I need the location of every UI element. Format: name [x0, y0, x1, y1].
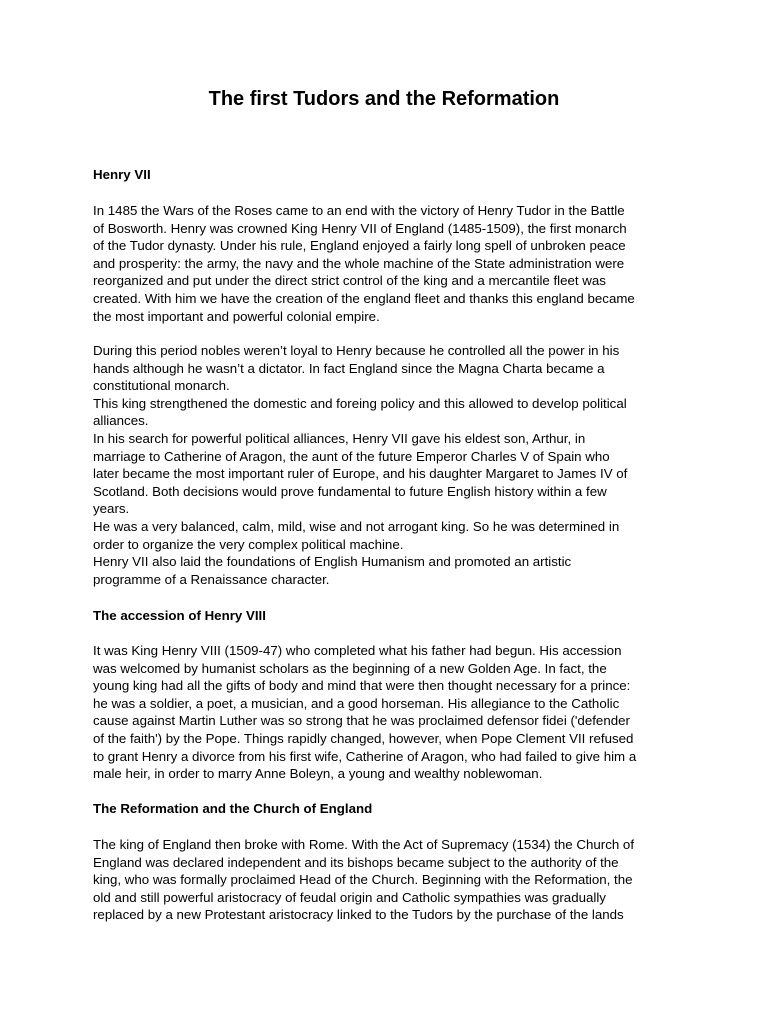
text-line: In his search for powerful political alliances, Henry VII gave his eldest son, Arthur, in — [93, 430, 586, 446]
text-line: of the faith') by the Pope. Things rapidly changed, however, when Pope Clement VII refused — [93, 730, 634, 746]
text-line: Henry VII also laid the foundations of English Humanism and promoted an artistic — [93, 554, 572, 570]
text-line: constitutional monarch. — [93, 378, 230, 394]
section-heading-accession-henry-viii: The accession of Henry VIII — [93, 608, 266, 623]
text-line: hands although he wasn’t a dictator. In fact England since the Magna Charta became a — [93, 360, 605, 376]
paragraph-henry-vii-intro — [93, 202, 677, 325]
text-line: He was a very balanced, calm, mild, wise and not arrogant king. So he was determined in — [93, 518, 620, 534]
text-line: of the Tudor dynasty. Under his rule, England enjoyed a fairly long spell of unbroken peace — [93, 238, 626, 254]
text-line: In 1485 the Wars of the Roses came to an end with the victory of Henry Tudor in the Battle — [93, 203, 625, 218]
text-line: England was declared independent and its bishops became subject to the authority of the — [93, 854, 619, 870]
text-line: later became the most important ruler of Europe, and his daughter Margaret to James IV of — [93, 466, 628, 482]
paragraph-accession-henry-viii — [93, 642, 677, 783]
text-line: male heir, in order to marry Anne Boleyn, a young and wealthy noblewoman. — [93, 766, 543, 782]
text-line: and prosperity: the army, the navy and the whole machine of the State administration were — [93, 255, 625, 271]
text-line: created. With him we have the creation of the england fleet and thanks this england became — [93, 290, 635, 306]
text-line: The king of England then broke with Rome. With the Act of Supremacy (1534) the Church of — [93, 837, 635, 852]
text-line: programme of a Renaissance character. — [93, 571, 330, 587]
text-line: young king had all the gifts of body and mind that were then thought necessary for a prince: — [93, 678, 631, 694]
text-line: It was King Henry VIII (1509-47) who completed what his father had begun. His accession — [93, 643, 622, 658]
text-line: replaced by a new Protestant aristocracy linked to the Tudors by the purchase of the lands — [93, 907, 624, 923]
paragraph-reformation — [93, 836, 677, 924]
text-line: of Bosworth. Henry was crowned King Henry VII of England (1485-1509), the first monarch — [93, 220, 627, 236]
text-line: reorganized and put under the direct strict control of the king and a mercantile fleet was — [93, 273, 606, 289]
text-line: cause against Martin Luther was so strong that he was proclaimed defensor fidei ('defender — [93, 713, 630, 729]
text-line: This king strengthened the domestic and foreing policy and this allowed to develop political — [93, 395, 627, 411]
text-line: king, who was formally proclaimed Head of the Church. Beginning with the Reformation, the — [93, 872, 633, 888]
paragraph-henry-vii-nobles — [93, 342, 677, 588]
text-line: order to organize the very complex political machine. — [93, 536, 404, 552]
text-line: marriage to Catherine of Aragon, the aunt of the future Emperor Charles V of Spain who — [93, 448, 610, 464]
text-line: During this period nobles weren’t loyal to Henry because he controlled all the power in his — [93, 343, 620, 358]
text-line: old and still powerful aristocracy of feudal origin and Catholic sympathies was gradually — [93, 889, 606, 905]
text-line: alliances. — [93, 413, 149, 429]
text-line: to grant Henry a divorce from his first wife, Catherine of Aragon, who had failed to give him a — [93, 748, 637, 764]
page-title: The first Tudors and the Reformation — [208, 88, 560, 110]
text-line: he was a soldier, a poet, a musician, and a good horseman. His allegiance to the Catholic — [93, 695, 620, 711]
text-line: years. — [93, 501, 130, 517]
section-heading-henry-vii: Henry VII — [93, 167, 151, 182]
section-heading-reformation: The Reformation and the Church of England — [93, 801, 373, 816]
text-line: was welcomed by humanist scholars as the beginning of a new Golden Age. In fact, the — [93, 660, 607, 676]
text-line: the most important and powerful colonial empire. — [93, 308, 380, 324]
text-line: Scotland. Both decisions would prove fundamental to future English history within a few — [93, 483, 607, 499]
